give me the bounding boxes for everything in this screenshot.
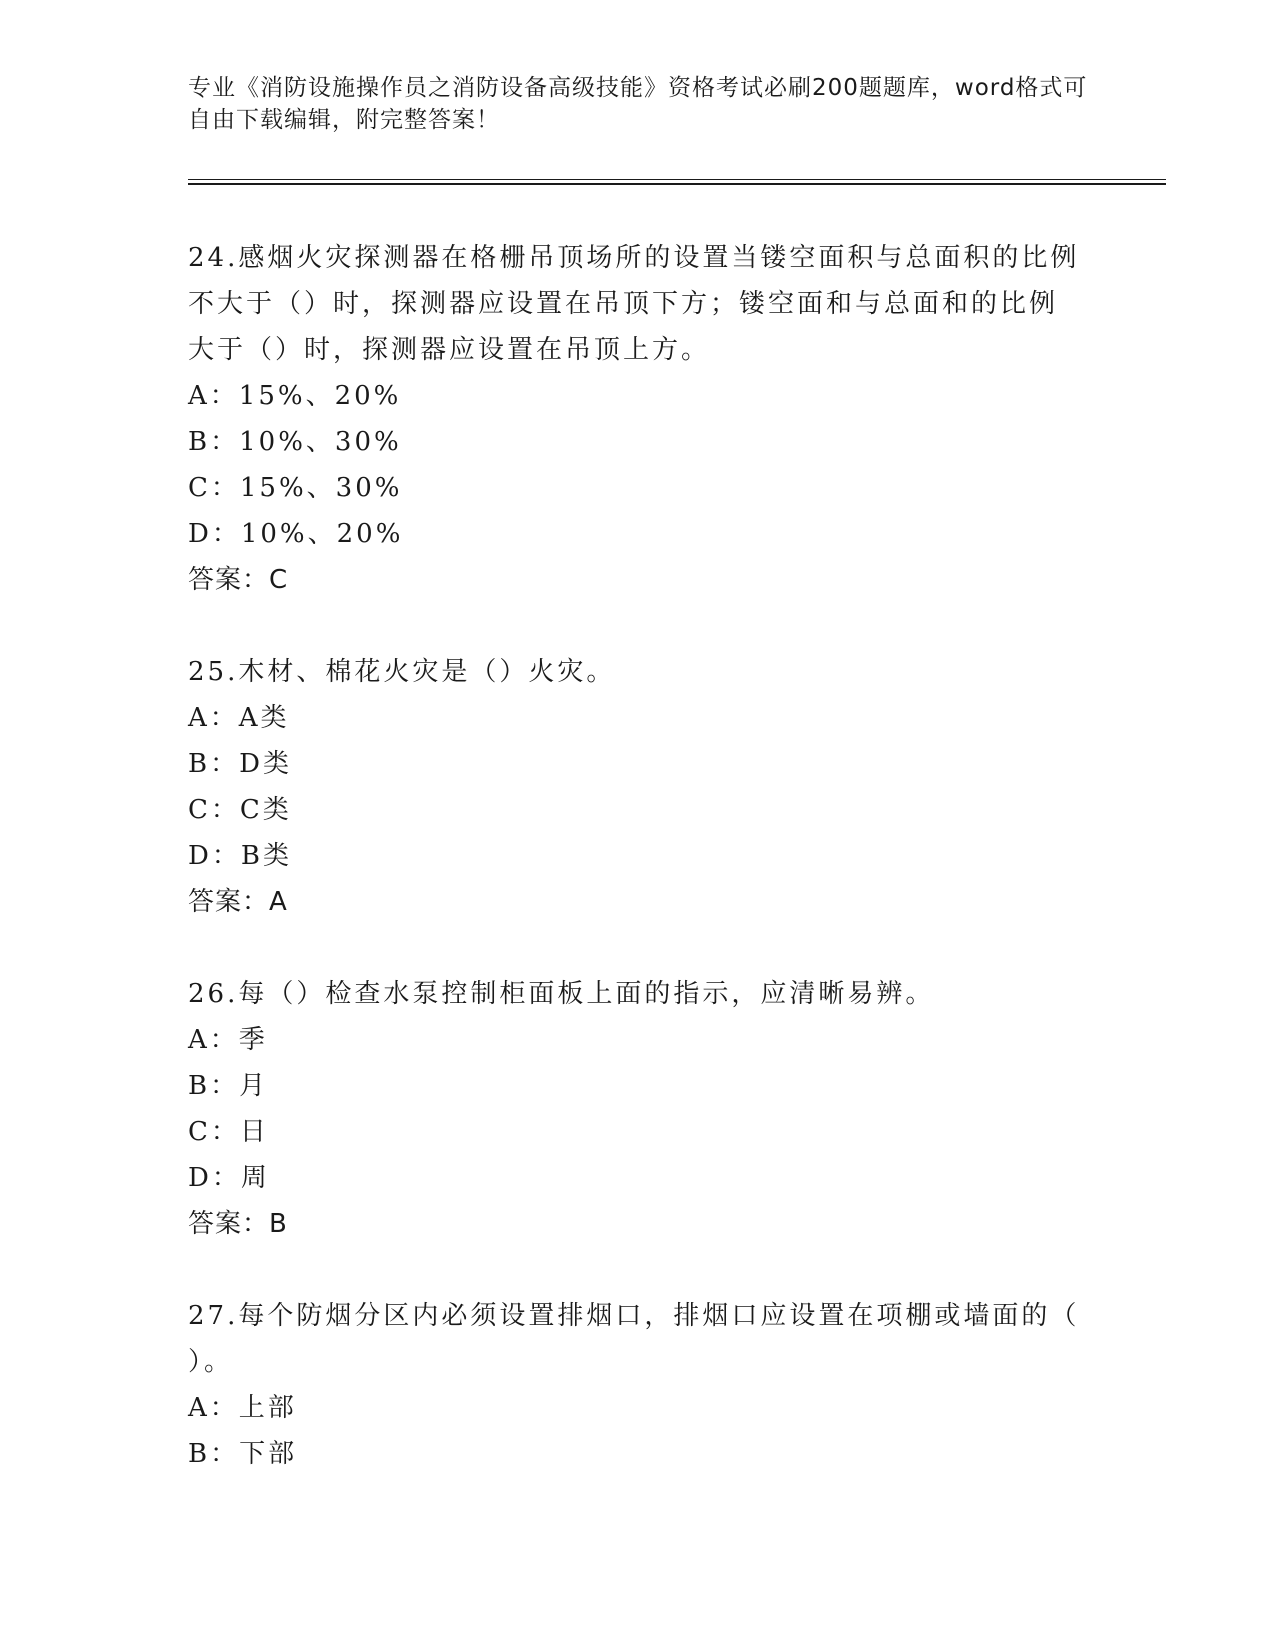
question-27 <box>188 1293 1088 1477</box>
question-25 <box>188 649 1088 925</box>
question-stem-line: 不大于（）时，探测器应设置在吊顶下方；镂空面和与总面和的比例 <box>188 289 1059 319</box>
question-26 <box>188 971 1088 1247</box>
option-c: C：C类 <box>188 795 292 825</box>
answer-line: 答案：A <box>188 887 288 917</box>
question-spacer <box>188 1247 1088 1293</box>
question-stem-line: 27.每个防烟分区内必须设置排烟口，排烟口应设置在项棚或墙面的（ <box>188 1301 1080 1331</box>
option-a: A：15%、20% <box>188 381 402 411</box>
header-rule-thick <box>188 183 1166 185</box>
option-b: B：10%、30% <box>188 427 402 457</box>
question-stem-line: 26.每（）检查水泵控制柜面板上面的指示，应清晰易辨。 <box>188 979 935 1009</box>
option-b: B：D类 <box>188 749 292 779</box>
question-spacer <box>188 603 1088 649</box>
option-d: D：周 <box>188 1163 270 1193</box>
question-24 <box>188 235 1088 603</box>
question-stem-line: ）。 <box>188 1347 234 1377</box>
option-a: A：季 <box>188 1025 268 1055</box>
option-b: B：月 <box>188 1071 269 1101</box>
question-stem-line: 24.感烟火灾探测器在格栅吊顶场所的设置当镂空面积与总面积的比例 <box>188 243 1080 273</box>
option-c: C：15%、30% <box>188 473 403 503</box>
option-a: A：A类 <box>188 703 290 733</box>
option-c: C：日 <box>188 1117 269 1147</box>
header-rule-thin <box>188 179 1166 180</box>
option-d: D：10%、20% <box>188 519 404 549</box>
question-stem-line: 25.木材、棉花火灾是（）火灾。 <box>188 657 616 687</box>
option-b: B：下部 <box>188 1439 298 1469</box>
document-header <box>188 72 1088 136</box>
question-list <box>188 235 1088 1477</box>
header-text: 专业《消防设施操作员之消防设备高级技能》资格考试必刷200题题库，word格式可自由下载编辑，附完整答案！ <box>188 75 1088 133</box>
answer-line: 答案：C <box>188 565 289 595</box>
option-d: D：B类 <box>188 841 292 871</box>
question-stem-line: 大于（）时，探测器应设置在吊顶上方。 <box>188 335 711 365</box>
question-spacer <box>188 925 1088 971</box>
answer-line: 答案：B <box>188 1209 288 1239</box>
option-a: A：上部 <box>188 1393 297 1423</box>
